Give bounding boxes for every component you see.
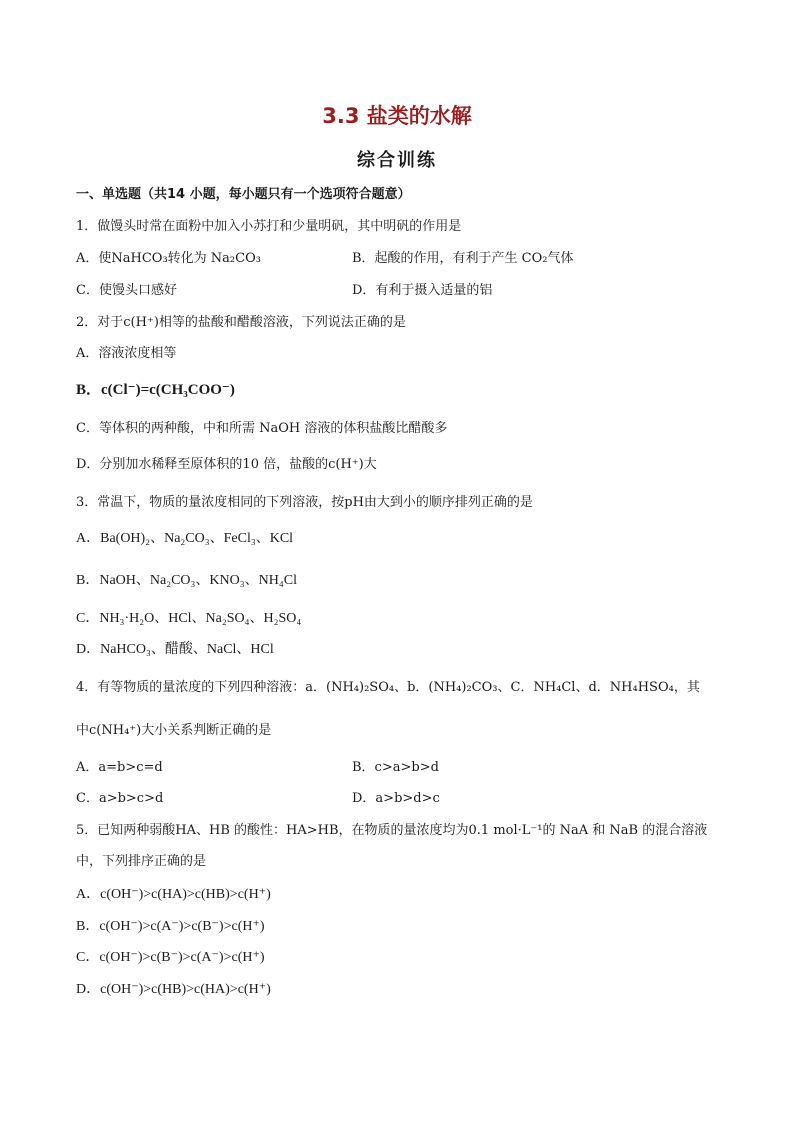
section-heading: 一、单选题（共14 小题，每小题只有一个选项符合题意）: [76, 187, 411, 202]
question-1-stem: 1．做馒头时常在面粉中加入小苏打和少量明矾，其中明矾的作用是: [76, 219, 462, 234]
question-2-stem: 2．对于c(H⁺)相等的盐酸和醋酸溶液，下列说法正确的是: [76, 315, 406, 330]
question-2-option-a: A．溶液浓度相等: [76, 346, 177, 361]
question-4-option-b: B．c>a>b>d: [352, 760, 439, 775]
question-4-stem-continued: 中c(NH₄⁺)大小关系判断正确的是: [76, 723, 272, 738]
question-2-option-c: C．等体积的两种酸，中和所需 NaOH 溶液的体积盐酸比醋酸多: [76, 421, 448, 436]
question-4-option-a: A．a=b>c=d: [76, 760, 163, 775]
question-4-stem: 4．有等物质的量浓度的下列四种溶液：a．(NH₄)₂SO₄、b．(NH₄)₂CO₃、C．NH₄Cl、d．NH₄HSO₄，其: [76, 680, 700, 695]
question-5-option-d: D．c(OH⁻)>c(HB)>c(HA)>c(H⁺): [76, 982, 271, 997]
page-title: 3.3 盐类的水解: [322, 104, 472, 128]
question-2-option-b: B．c(Cl⁻)=c(CH₃COO⁻): [76, 382, 235, 398]
question-4-option-d: D．a>b>d>c: [352, 791, 440, 806]
page-subtitle: 综合训练: [357, 150, 437, 171]
question-4-option-c: C．a>b>c>d: [76, 791, 164, 806]
question-1-option-c: C．使馒头口感好: [76, 283, 177, 298]
question-2-option-d: D．分别加水稀释至原体积的10 倍，盐酸的c(H⁺)大: [76, 457, 377, 472]
question-3-stem: 3．常温下，物质的量浓度相同的下列溶液，按pH由大到小的顺序排列正确的是: [76, 495, 533, 510]
question-3-option-c: C．NH₃·H₂O、HCl、Na₂SO₄、H₂SO₄: [76, 611, 302, 626]
question-3-option-a: A．Ba(OH)₂、Na₂CO₃、FeCl₃、KCl: [76, 531, 294, 546]
question-1-option-a: A．使NaHCO₃转化为 Na₂CO₃: [76, 251, 261, 266]
question-5-option-b: B．c(OH⁻)>c(A⁻)>c(B⁻)>c(H⁺): [76, 919, 265, 934]
question-5-option-c: C．c(OH⁻)>c(B⁻)>c(A⁻)>c(H⁺): [76, 950, 265, 965]
question-1-option-b: B．起酸的作用，有利于产生 CO₂气体: [352, 251, 574, 266]
question-5-stem: 5．已知两种弱酸HA、HB 的酸性：HA>HB，在物质的量浓度均为0.1 mol·L⁻¹的 NaA 和 NaB 的混合溶液: [76, 823, 708, 838]
question-3-option-b: B．NaOH、Na₂CO₃、KNO₃、NH₄Cl: [76, 573, 297, 588]
question-5-option-a: A．c(OH⁻)>c(HA)>c(HB)>c(H⁺): [76, 887, 271, 902]
question-1-option-d: D．有利于摄入适量的铝: [352, 283, 493, 298]
question-3-option-d: D．NaHCO₃、醋酸、NaCl、HCl: [76, 642, 274, 657]
question-5-stem-continued: 中，下列排序正确的是: [76, 854, 207, 869]
